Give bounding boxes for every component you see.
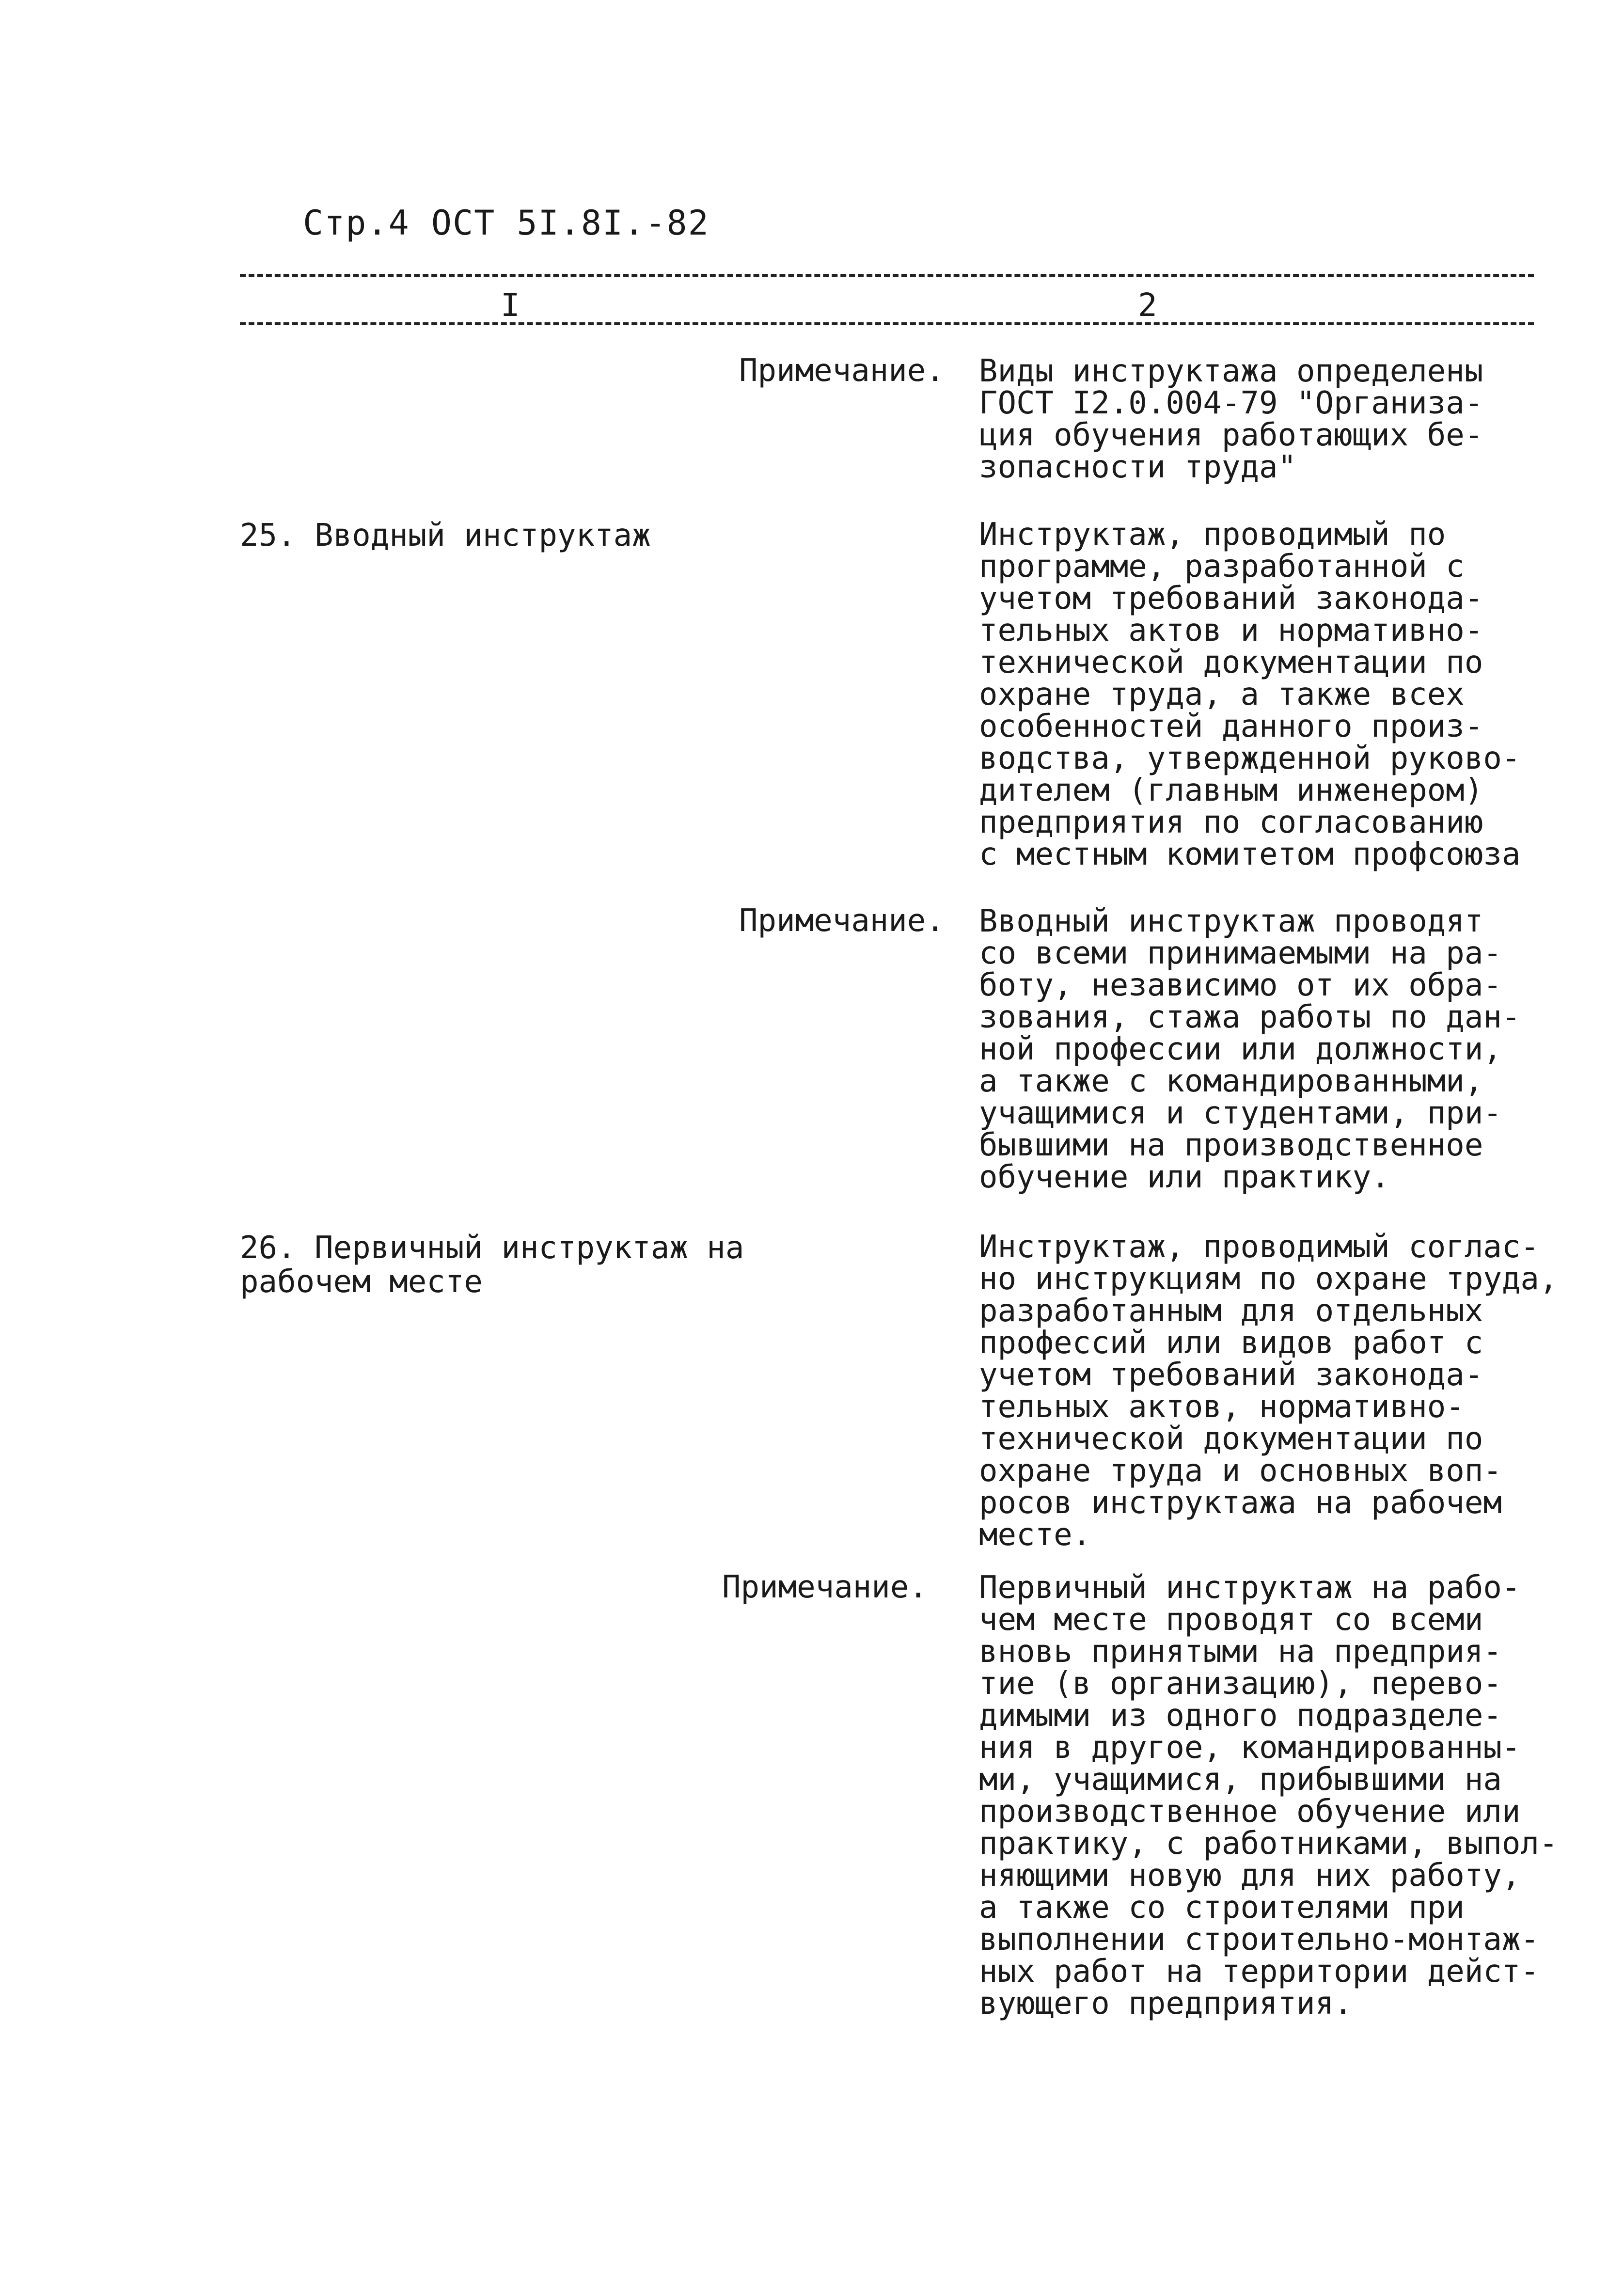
term-25-title: 25. Вводный инструктаж (240, 518, 651, 553)
table-top-rule (240, 274, 1534, 277)
note-26-text: Первичный инструктаж на рабо- чем месте проводят со всеми вновь принятыми на предприя- тие (в организацию), перево- димыми из одного подразделе- ния в другое, командированны- ми, учащимися, прибывшими на производственное обучение или практику, с работниками, выпол- няющими новую для них работу, а также со строителями при выполнении строительно-монтаж- ных работ на территории дейст- вующего предприятия. (979, 1570, 1558, 2022)
note-label: Примечание. (722, 1569, 928, 1605)
note-label: Примечание. (739, 903, 945, 939)
note-text: Виды инструктажа определены ГОСТ I2.0.004-79 "Организа- ция обучения работающих бе- зопасности труда" (979, 353, 1483, 485)
term-26-title: 26. Первичный инструктаж на рабочем месте (240, 1230, 744, 1300)
term-26-definition: Инструктаж, проводимый соглас- но инструкциям по охране труда, разработанным для отдельных профессий или видов работ с учетом требований законода- тельных актов, нормативно- технической документации по охране труда и основных воп- росов инструктажа на рабочем месте. (979, 1229, 1558, 1553)
note-25-text: Вводный инструктаж проводят со всеми принимаемыми на ра- боту, независимо от их обра- зования, стажа работы по дан- ной профессии или должности, а также с командированными, учащимися и студентами, при- бывшими на производственное обучение или практику. (979, 903, 1521, 1195)
column-number-2: 2 (1129, 288, 1166, 322)
term-25-definition: Инструктаж, проводимый по программе, разработанной с учетом требований законода- тельных актов и нормативно- технической документации по охране труда, а также всех особенностей данного произ- водства, утвержденной руково- дителем (главным инженером) предприятия по согласованию с местным комитетом профсоюза (979, 517, 1521, 872)
table-header-rule (240, 322, 1534, 325)
column-number-1: I (492, 288, 529, 322)
note-label: Примечание. (739, 353, 945, 389)
page-header: Стр.4 ОСТ 5I.8I.-82 (303, 203, 710, 243)
